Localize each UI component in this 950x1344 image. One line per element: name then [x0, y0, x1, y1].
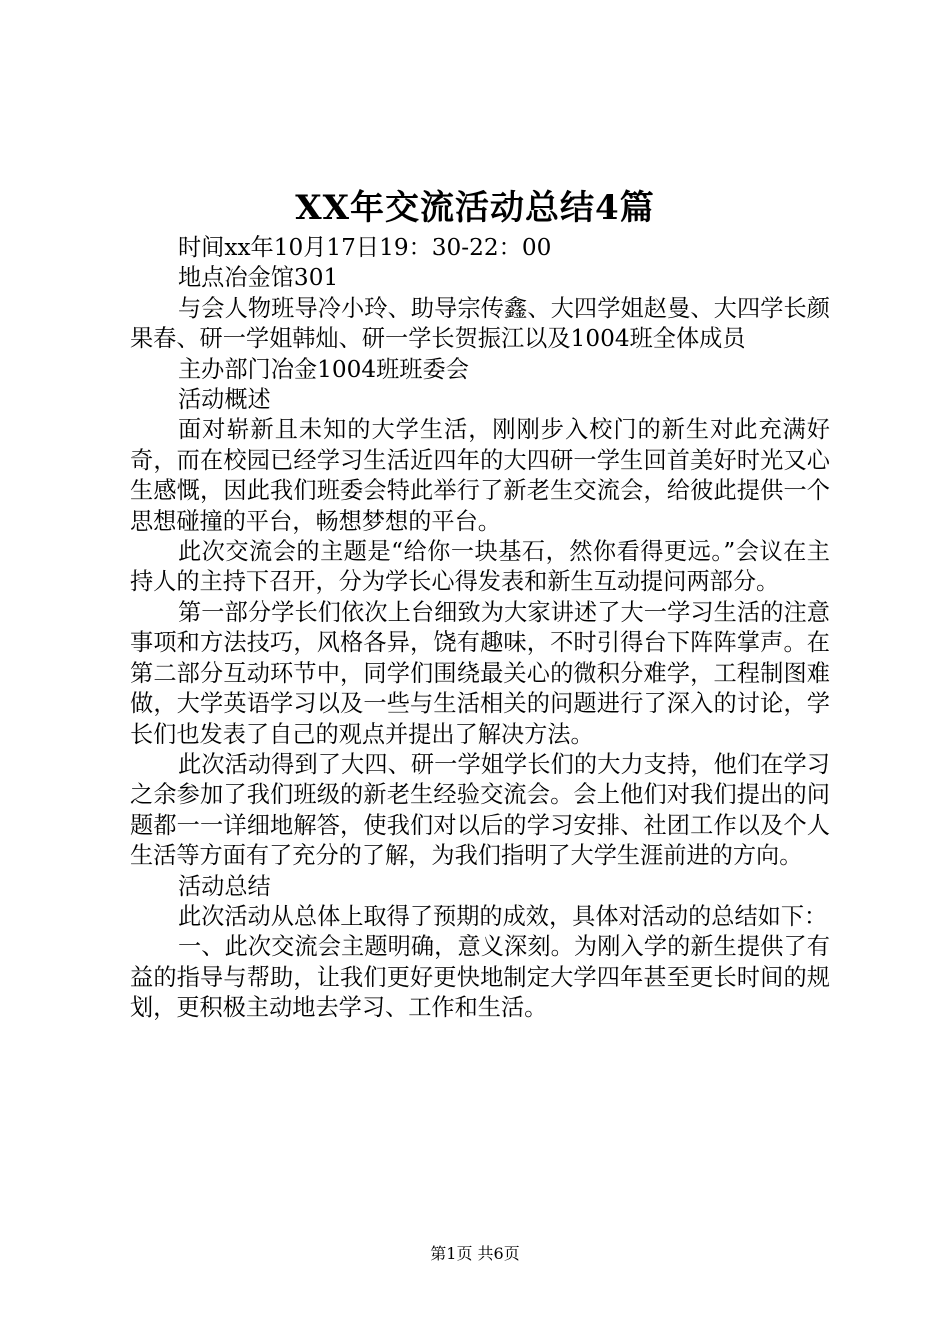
organizer: 主办部门冶金1004班班委会: [178, 355, 469, 383]
document-title: XX年交流活动总结4篇: [295, 188, 655, 228]
paragraph-overview-4: 此次活动得到了大四、研一学姐学长们的大力支持，他们在学习之余参加了我们班级的新老生经验交流会。会上他们对我们提出的问题都一一详细地解答，使我们对以后的学习安排、社团工作以及个人生活等方面有了充分的了解，为我们指明了大学生涯前进的方向。: [130, 750, 830, 870]
section-heading-overview: 活动概述: [178, 386, 271, 414]
document-body: [130, 233, 830, 1024]
meeting-time: 时间xx年10月17日19：30-22：00: [178, 234, 552, 261]
paragraph-overview-2: 此次交流会的主题是“给你一块基石，然你看得更远。”会议在主持人的主持下召开，分为学长心得发表和新生互动提问两部分。: [130, 538, 830, 596]
paragraph-overview-1: 面对崭新且未知的大学生活，刚刚步入校门的新生对此充满好奇，而在校园已经学习生活近四年的大四研一学生回首美好时光又心生感慨，因此我们班委会特此举行了新老生交流会，给彼此提供一个思想碰撞的平台，畅想梦想的平台。: [130, 416, 830, 535]
meeting-location: 地点冶金馆301: [178, 264, 339, 292]
participants: 与会人物班导冷小玲、助导宗传鑫、大四学姐赵曼、大四学长颜果春、研一学姐韩灿、研一学长贺振江以及1004班全体成员: [130, 294, 830, 353]
section-heading-summary: 活动总结: [178, 872, 271, 900]
paragraph-summary-intro: 此次活动从总体上取得了预期的成效，具体对活动的总结如下：: [178, 902, 828, 930]
paragraph-summary-1: 一、此次交流会主题明确，意义深刻。为刚入学的新生提供了有益的指导与帮助，让我们更好更快地制定大学四年甚至更长时间的规划，更积极主动地去学习、工作和生活。: [130, 933, 830, 1022]
paragraph-overview-3: 第一部分学长们依次上台细致为大家讲述了大一学习生活的注意事项和方法技巧，风格各异，饶有趣味，不时引得台下阵阵掌声。在第二部分互动环节中，同学们围绕最关心的微积分难学，工程制图难做，大学英语学习以及一些与生活相关的问题进行了深入的讨论，学长们也发表了自己的观点并提出了解决方法。: [130, 598, 830, 748]
page-number-footer: 第1页 共6页: [430, 1244, 520, 1263]
